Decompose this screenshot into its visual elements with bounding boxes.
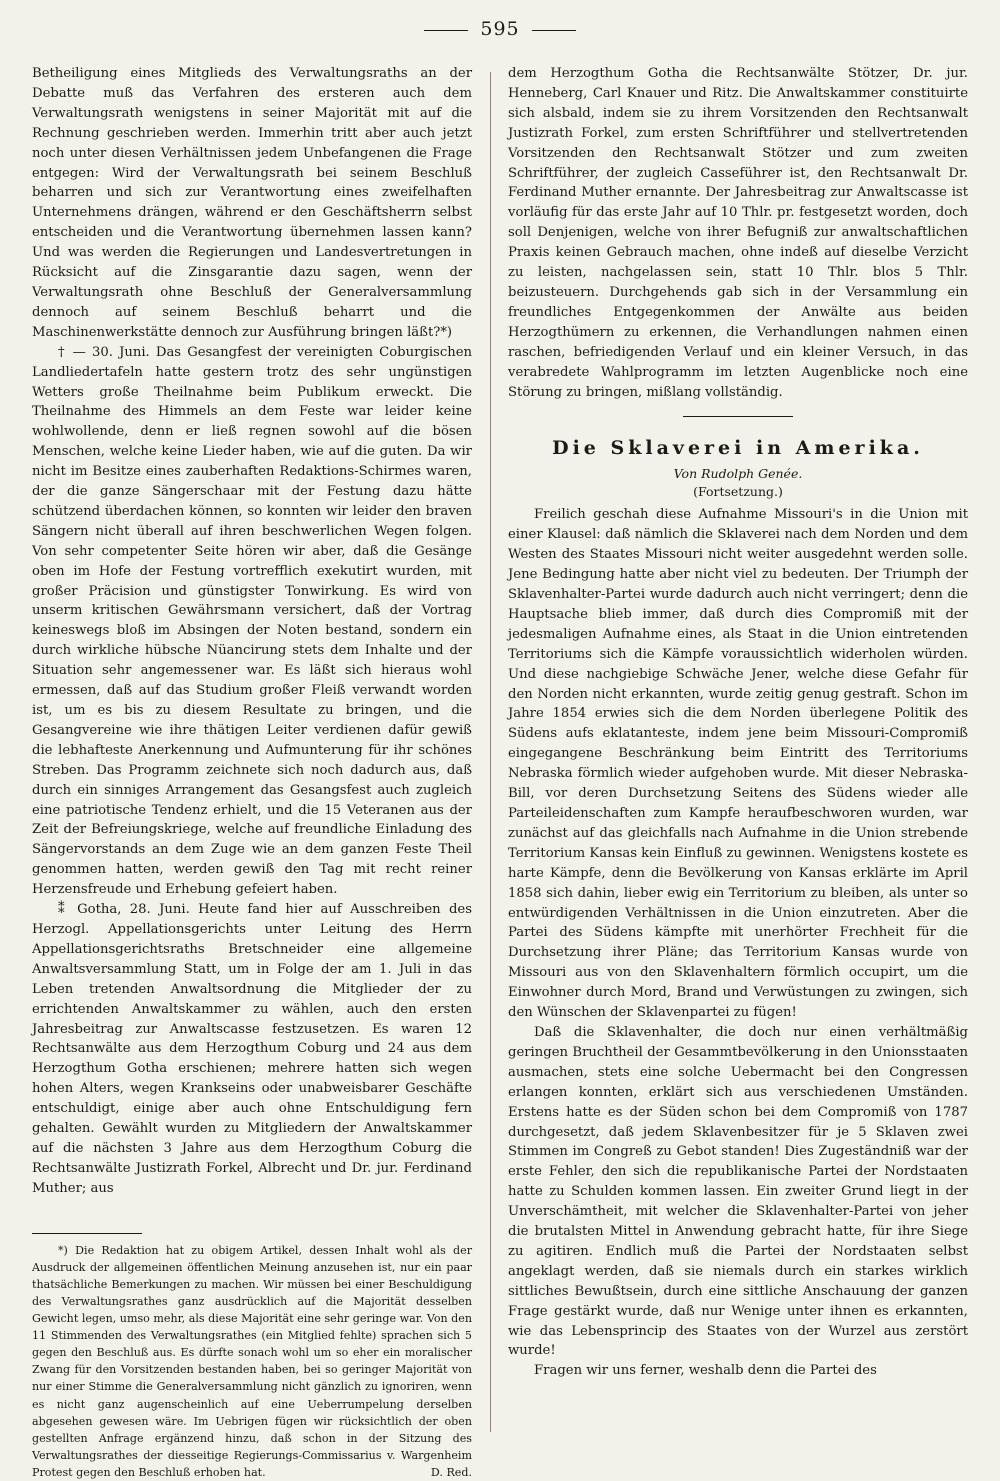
article-separator <box>683 416 793 417</box>
page-header <box>0 18 1000 40</box>
footnote <box>32 1242 472 1481</box>
column-divider <box>490 72 491 1432</box>
right-intro-paragraph: dem Herzogthum Gotha die Rechtsanwälte Stötzer, Dr. jur. Henneberg, Carl Knauer und Ritz. Die Anwaltskammer constituirte sich alsbald, indem sie zu ihrem Vorsitzenden den Rechtsanwalt Justizrath Forkel, zum ersten Schriftführer und stellvertretenden Vorsitzenden den Rechtsanwalt Stötzer und zum zweiten Schriftführer, der zugleich Casseführer ist, den Rechtsanwalt Dr. Ferdinand Muther ernannte. Der Jahresbeitrag zur Anwaltscasse ist vorläufig für das erste Jahr auf 10 Thlr. pr. festgesetzt worden, doch soll Denjenigen, welche von ihrer Befugniß zur anwaltschaftlichen Praxis keinen Gebrauch machen, ohne indeß auf dieselbe Verzicht zu leisten, nachgelassen sein, statt 10 Thlr. blos 5 Thlr. beizusteuern. Durchgehends gab sich in der Versammlung ein freundliches Entgegenkommen der Anwälte aus beiden Herzogthümern zu erkennen, die Verhandlungen nahmen einen raschen, befriedigenden Verlauf und ein kleiner Versuch, in das verabredete Wahlprogramm im letzten Augenblicke noch eine Störung zu bringen, mißlang vollständig. <box>508 66 968 400</box>
header-dash-right <box>532 30 576 31</box>
header-dash-left <box>424 30 468 31</box>
left-paragraph-gotha: ⁑ Gotha, 28. Juni. Heute fand hier auf Ausschreiben des Herzogl. Appellationsgerichts unter Leitung des Herrn Appellationsgerichtsraths Bretschneider eine allgemeine Anwaltsversammlung Statt, um in Folge der am 1. Juli in das Leben tretenden Anwaltsordnung die Mitglieder der zu errichtenden Anwaltskammer zu wählen, auch den ersten Jahresbeitrag zur Anwaltscasse festzusetzen. Es waren 12 Rechtsanwälte aus dem Herzogthum Coburg und 24 aus dem Herzogthum Gotha erschienen; mehrere hatten sich wegen hohen Alters, wegen Krankseins oder unabweisbarer Geschäfte entschuldigt, einige aber auch ohne Entschuldigung fern gehalten. Gewählt wurden zu Mitgliedern der Anwaltskammer auf die nächsten 3 Jahre aus dem Herzogthum Coburg die Rechtsanwälte Justizrath Forkel, Albrecht und Dr. jur. Ferdinand Muther; aus <box>32 902 472 1196</box>
article-byline: Von Rudolph Genée. <box>673 466 803 482</box>
article-title: Die Sklaverei in Amerika. <box>552 437 924 460</box>
article-paragraph-2: Daß die Sklavenhalter, die doch nur einen verhältmäßig geringen Bruchtheil der Gesammtbevölkerung in den Unionsstaaten ausmachen, stets eine solche Uebermacht bei den Congressen erlangen konnten, erklärt sich aus verschiedenen Umständen. Erstens hatte es der Süden schon bei dem Compromiß von 1787 durchgesetzt, daß jedem Sklavenbesitzer für je 5 Sklaven zwei Stimmen im Congreß zu Gebot standen! Dies Zugeständniß war der erste Fehler, den sich die republikanische Partei der Nordstaaten hatte zu Schulden kommen lassen. Ein zweiter Grund liegt in der Unverschämtheit, mit welcher die Sklavenhalter-Partei von jeher die brutalsten Mittel in Anwendung gebracht hatte, für ihre Siege zu agitiren. Endlich muß die Partei der Nordstaaten selbst angeklagt werden, daß sie niemals durch ein starkes wirklich sittliches Bewußtsein, durch eine sittliche Anschauung der ganzen Frage gestärkt wurde, daß nur Wenige unter ihnen es erkannten, wie das Lebensprincip des Staates von der Wurzel aus zerstört wurde! <box>508 1024 968 1359</box>
article-paragraph-3: Fragen wir uns ferner, weshalb denn die Partei des <box>534 1363 877 1379</box>
article-paragraph-1: Freilich geschah diese Aufnahme Missouri's in die Union mit einer Klausel: daß nämlich die Sklaverei nach dem Norden und dem Westen des Staates Missouri nicht weiter ausgedehnt werden solle. Jene Bedingung hatte aber nicht viel zu bedeuten. Der Triumph der Sklavenhalter-Partei wurde dadurch auch nicht verringert; denn die Hauptsache blieb immer, daß durch dies Compromiß mit der jedesmaligen Aufnahme eines, als Staat in die Union eintretenden Territoriums sich die Kämpfe voraussichtlich widerholen würden. Und diese nachgiebige Schwäche Jener, welche diese Gefahr für den Norden nicht erkannten, wurde zeitig genug gestraft. Schon im Jahre 1854 erwies sich die dem Norden überlegene Politik des Südens aufs eklatanteste, indem jene beim Missouri-Compromiß eingegangene Beschränkung beim Eintritt des Territoriums Nebraska förmlich wieder aufgehoben wurde. Mit dieser Nebraska-Bill, vor deren Durchsetzung Seitens des Südens wieder alle Parteileidenschaften zum Kampfe heraufbeschworen wurden, war zunächst auf das gleichfalls nach Aufnahme in die Union strebende Territorium Kansas kein Einfluß zu gewinnen. Wenigstens kostete es harte Kämpfe, denn die Bevölkerung von Kansas erklärte im April 1858 sich dahin, lieber ewig ein Territorium zu bleiben, als unter so entwürdigenden Verhältnissen in die Union einzutreten. Aber die Partei des Südens kämpfte mit unerhörter Frechheit für die Durchsetzung ihrer Pläne; das Territorium Kansas wurde von Missouri aus von den Sklavenhaltern förmlich occupirt, um die Einwohner durch Mord, Brand und Verwüstungen zu zwingen, sich den Wünschen der Sklavenpartei zu fügen! <box>508 507 968 1021</box>
footnote-signature: D. Red. <box>430 1465 472 1479</box>
footnote-text: *) Die Redaktion hat zu obigem Artikel, dessen Inhalt wohl als der Ausdruck der allgemeinen öffentlichen Meinung anzusehen ist, nur ein paar thatsächliche Bemerkungen zu machen. Wir müssen bei einer Beschuldigung des Verwaltungsrathes ganz ausdrücklich auf die Majorität desselben Gewicht legen, umso mehr, als diese Majorität eine sehr geringe war. Von den 11 Stimmenden des Verwaltungsrathes (ein Mitglied fehlte) sprachen sich 5 gegen den Beschluß aus. Es dürfte sonach wohl um so eher ein moralischer Zwang für den Vorsitzenden bestanden haben, bei so geringer Majorität von nur einer Stimme die Generalversammlung nicht gänzlich zu ignoriren, wenn es nicht ganz augenscheinlich auf eine Ueberrumpelung derselben abgesehen gewesen wäre. Im Uebrigen fügen wir rücksichtlich der oben gestellten Anfrage ergänzend hinzu, daß schon in der Sitzung des Verwaltungsrathes der diesseitige Regierungs-Commissarius v. Wargenheim Protest gegen den Beschluß erhoben hat. <box>32 1243 472 1479</box>
footnote-rule <box>32 1233 142 1234</box>
left-column <box>32 64 472 1479</box>
right-column <box>508 64 968 1444</box>
left-paragraph-1: Betheiligung eines Mitglieds des Verwaltungsraths an der Debatte muß das Verfahren des ersteren auch dem Verwaltungsrath wenigstens in seiner Majorität mit auf die Rechnung geschrieben werden. Immerhin tritt aber auch jetzt noch unter diesen Verhältnissen jedem Unbefangenen die Frage entgegen: Wird der Verwaltungsrath bei seinem Beschluß beharren und sich zur Verantwortung eines zweifelhaften Unternehmens drängen, während er den Geschäftsherrn selbst entscheiden und die Verantwortung übernehmen lassen kann? Und was werden die Regierungen und Landesvertretungen in Rücksicht auf die Zinsgarantie dazu sagen, wenn der Verwaltungsrath ohne Beschluß der Generalversammlung dennoch auf seinem Beschluß beharrt und die Maschinenwerkstätte dennoch zur Ausführung bringen läßt?*) <box>32 66 472 340</box>
page-number: 595 <box>480 18 520 40</box>
article-continuation: (Fortsetzung.) <box>693 484 783 500</box>
left-paragraph-coburg: † — 30. Juni. Das Gesangfest der vereinigten Coburgischen Landliedertafeln hatte gestern trotz des sehr ungünstigen Wetters große Theilnahme beim Publikum erweckt. Die Theilnahme des Himmels an dem Feste war leider keine wohlwollende, denn er ließ regnen sowohl auf die bösen Menschen, welche keine Lieder haben, wie auf die guten. Da wir nicht im Besitze eines zauberhaften Redaktions-Schirmes waren, der die ganze Sängerschaar mit der Festung dazu hätte schützend überdachen können, so konnten wir leider den braven Sängern nicht überall auf ihren beschwerlichen Wegen folgen. Von sehr competenter Seite hören wir aber, daß die Gesänge oben im Hofe der Festung vortrefflich exekutirt wurden, mit großer Präcision und günstigster Tonwirkung. Es wird von unserm kritischen Gewährsmann versichert, daß der Vortrag keineswegs bloß im Absingen der Noten bestand, sondern ein durch wirkliche hübsche Nüancirung stets dem Inhalte und der Situation sehr angemessener war. Es läßt sich hieraus wohl ermessen, daß auf das Studium großer Fleiß verwandt worden ist, um es bis zu diesem Resultate zu bringen, und die Gesangvereine wie ihre thätigen Leiter verdienen dafür gewiß die lebhafteste Anerkennung und Aufmunterung für ihr schönes Streben. Das Programm zeichnete sich noch dadurch aus, daß durch ein sinniges Arrangement das Gesangsfest auch zugleich eine patriotische Tendenz erhielt, und die 15 Veteranen aus der Zeit der Befreiungskriege, welche auf freundliche Einladung des Sängervorstands an dem Zuge wie an dem ganzen Feste Theil genommen hatten, werden gewiß den Tag mit recht reiner Herzensfreude und Erhebung gefeiert haben. <box>32 344 472 898</box>
